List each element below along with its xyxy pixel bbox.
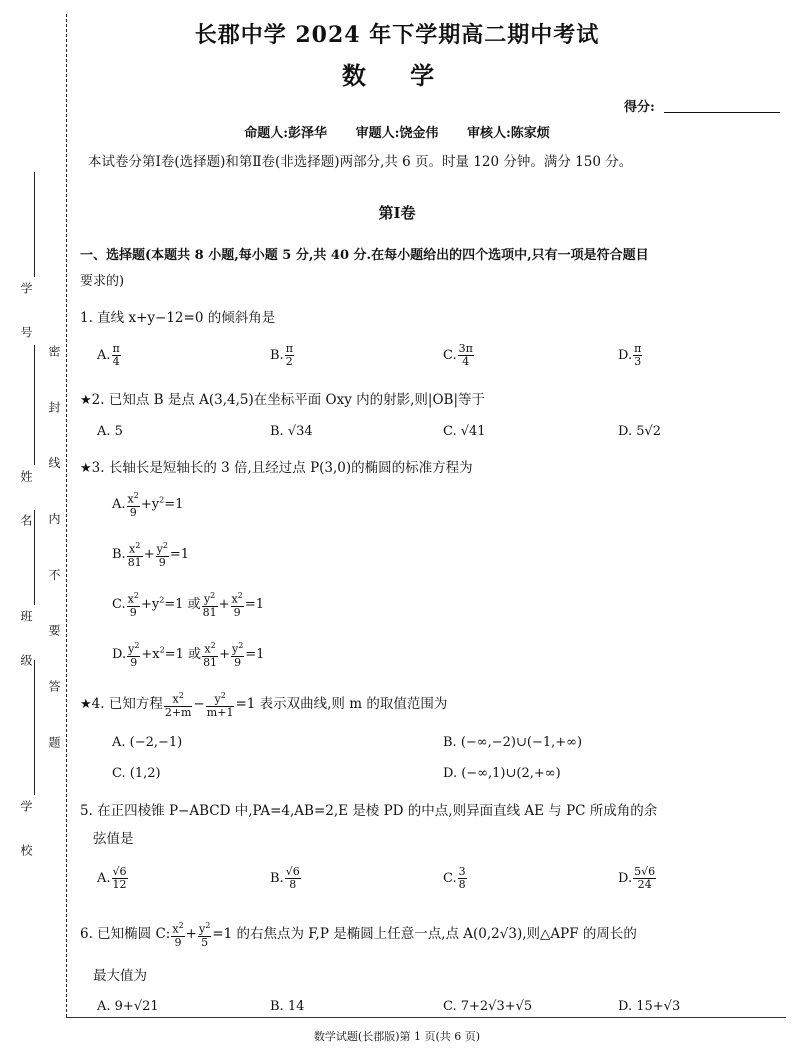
question-2-option-a[interactable]: A. 5 [97, 424, 123, 439]
question-6-option-d[interactable]: D. 15+√3 [618, 999, 681, 1014]
question-4-stem: ★4. 已知方程 $\frac{x^2}{2+m}$ − $\frac{y^2}{m+1}$ =1 表示双曲线,则 m 的取值范围为 [80, 691, 448, 719]
question-6-stem-line1: 6. 已知椭圆 C: $\frac{x^2}{9}$ + $\frac{y^2}{5}$ =1 的右焦点为 F,P 是椭圆上任意一点,点 A(0,2√3),则△APF 的周长的 [80, 921, 637, 949]
question-4-option-a[interactable]: A. (−2,−1) [112, 735, 183, 750]
seal-line [66, 14, 67, 1017]
margin-label-school: 学 校 [19, 800, 33, 870]
question-5-option-b[interactable]: B. $\frac{√6}{8}$ [270, 865, 300, 891]
question-5-option-a[interactable]: A. $\frac{√6}{12}$ [97, 865, 127, 891]
question-2-stem: ★2. 已知点 B 是点 A(3,4,5)在坐标平面 Oxy 内的射影,则|OB|等于 [80, 392, 486, 408]
question-1-option-a[interactable]: A. $\frac{\pi}{4}$ [97, 342, 120, 368]
question-5-option-c[interactable]: C. $\frac{3}{8}$ [443, 865, 466, 891]
question-4-option-b[interactable]: B. (−∞,−2)∪(−1,+∞) [443, 735, 583, 750]
question-1-option-c[interactable]: C. $\frac{3\pi}{4}$ [443, 342, 473, 368]
class-field[interactable] [34, 510, 35, 605]
seal-warning: 密 封 线 内 不 要 答 题 [47, 345, 61, 768]
footer-divider [66, 1017, 786, 1018]
volume-heading: 第Ⅰ卷 [378, 204, 416, 222]
margin-label-class: 班 级 [19, 610, 33, 680]
score-label: 得分: [624, 100, 655, 115]
question-5-option-d[interactable]: D. $\frac{5√6}{24}$ [618, 865, 656, 891]
question-5-stem-line1: 5. 在正四棱锥 P−ABCD 中,PA=4,AB=2,E 是棱 PD 的中点,则异面直线 AE 与 PC 所成角的余 [80, 803, 658, 819]
question-3-stem: ★3. 长轴长是短轴长的 3 倍,且经过点 P(3,0)的椭圆的标准方程为 [80, 460, 473, 476]
exam-title: 长郡中学 2024 年下学期高二期中考试 [194, 22, 600, 48]
reviewer: 审题人:饶金伟 [355, 126, 439, 141]
star-icon: ★ [80, 461, 92, 476]
section-heading-line2: 要求的) [80, 274, 125, 289]
checker: 审核人:陈家烦 [466, 126, 550, 141]
margin-label-student-id: 学 号 [19, 282, 33, 352]
question-6-option-b[interactable]: B. 14 [270, 999, 305, 1014]
question-2-option-d[interactable]: D. 5√2 [618, 424, 662, 439]
page-footer: 数学试题(长郡版)第 1 页(共 6 页) [313, 1030, 481, 1043]
question-6-stem-line2: 最大值为 [93, 968, 147, 984]
question-3-option-c[interactable]: C. $\frac{x^2}{9}$ $+y^2=1$ 或 $\frac{y^2}{81}$ + $\frac{x^2}{9}$ =1 [112, 591, 264, 619]
question-1-stem: 1. 直线 x+y−12=0 的倾斜角是 [80, 310, 276, 326]
name-field[interactable] [34, 345, 35, 465]
question-6-option-c[interactable]: C. 7+2√3+√5 [443, 999, 533, 1014]
setter: 命题人:彭泽华 [244, 126, 328, 141]
exam-intro: 本试卷分第Ⅰ卷(选择题)和第Ⅱ卷(非选择题)两部分,共 6 页。时量 120 分钟。满分 150 分。 [88, 154, 633, 170]
subject-title: 数 学 [341, 61, 453, 90]
question-2-option-c[interactable]: C. √41 [443, 424, 486, 439]
question-6-option-a[interactable]: A. 9+√21 [97, 999, 159, 1014]
student-id-field[interactable] [34, 172, 35, 277]
question-3-option-b[interactable]: B. $\frac{x^2}{81}$ + $\frac{y^2}{9}$ =1 [112, 541, 190, 569]
question-3-option-d[interactable]: D. $\frac{y^2}{9}$ $+x^2=1$ 或 $\frac{x^2}{81}$ + $\frac{y^2}{9}$ =1 [112, 641, 265, 669]
question-1-option-b[interactable]: B. $\frac{\pi}{2}$ [270, 342, 293, 368]
section-heading [80, 243, 784, 295]
question-4-option-d[interactable]: D. (−∞,1)∪(2,+∞) [443, 766, 561, 781]
question-2-option-b[interactable]: B. √34 [270, 424, 313, 439]
question-1-option-d[interactable]: D. $\frac{\pi}{3}$ [618, 342, 642, 368]
margin-label-name: 姓 名 [19, 470, 33, 540]
school-field[interactable] [34, 660, 35, 795]
section-heading-line1: 一、选择题(本题共 8 小题,每小题 5 分,共 40 分.在每小题给出的四个选项中,只有一项是符合题目 [80, 248, 649, 263]
question-4-option-c[interactable]: C. (1,2) [112, 766, 161, 781]
question-5-stem-line2: 弦值是 [93, 831, 134, 847]
score-field[interactable] [664, 112, 780, 113]
star-icon: ★ [80, 696, 92, 712]
star-icon: ★ [80, 393, 92, 408]
authors-line [0, 122, 794, 141]
question-3-option-a[interactable]: A. $\frac{x^2}{9}$ $+y^2=1$ [112, 491, 184, 519]
